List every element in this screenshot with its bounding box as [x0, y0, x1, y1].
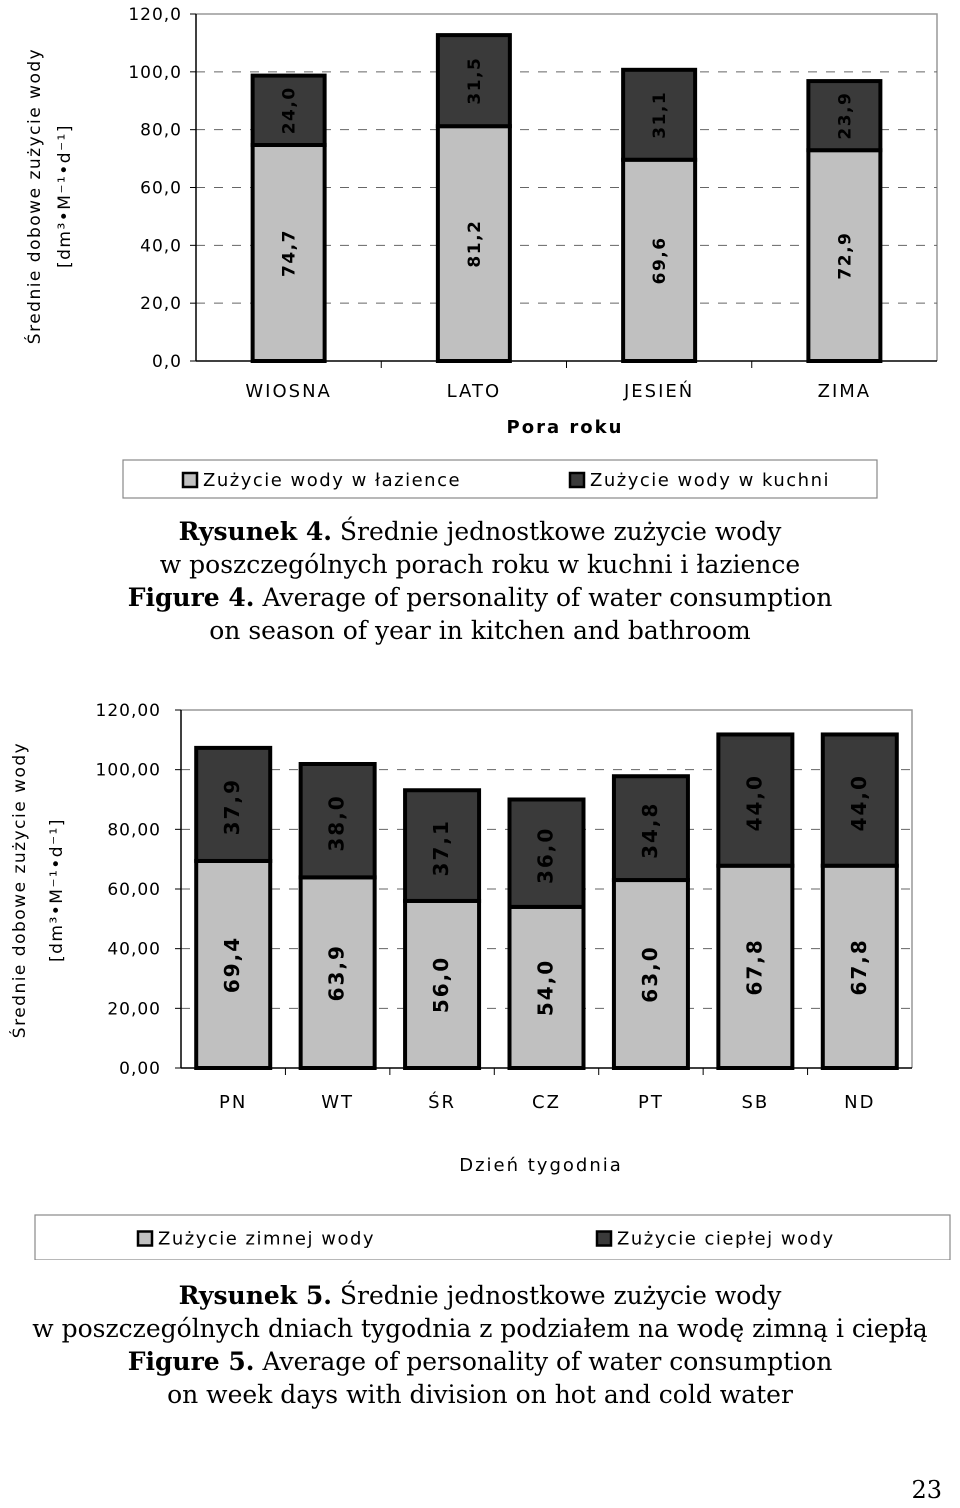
bar-value-label: 31,5 [464, 56, 485, 105]
bar-value-label: 23,9 [835, 91, 856, 140]
y-tick-label: 20,0 [140, 294, 182, 315]
fig4-en-line1: Average of personality of water consumption [262, 583, 833, 612]
legend-swatch [183, 473, 197, 487]
bar-value-label: 38,0 [324, 794, 349, 852]
x-category-label: WIOSNA [245, 381, 332, 402]
legend-label: Zużycie wody w kuchni [590, 470, 831, 491]
bar-value-label: 69,4 [220, 935, 245, 994]
bar-value-label: 34,8 [637, 801, 662, 859]
bar-value-label: 31,1 [650, 90, 671, 139]
fig5-pl-line2: w poszczególnych dniach tygodnia z podziałem na wodę zimną i ciepłą [32, 1314, 928, 1343]
fig5-pl-line1: Średnie jednostkowe zużycie wody [339, 1281, 782, 1310]
bar-value-label: 24,0 [279, 86, 300, 135]
x-category-label: ND [844, 1092, 876, 1113]
x-category-label: JESIEŃ [623, 381, 695, 402]
y-tick-label: 0,00 [119, 1059, 161, 1079]
fig4-en-line2: on season of year in kitchen and bathroom [209, 616, 751, 645]
x-category-label: ZIMA [817, 381, 872, 402]
bar-value-label: 37,9 [220, 778, 245, 836]
legend-label: Zużycie zimnej wody [158, 1228, 376, 1250]
x-category-label: CZ [532, 1092, 561, 1113]
y-tick-label: 40,0 [140, 236, 182, 257]
bar-value-label: 81,2 [464, 219, 485, 268]
legend-label: Zużycie ciepłej wody [617, 1228, 835, 1250]
legend-label: Zużycie wody w łazience [203, 470, 462, 491]
x-axis-title: Pora roku [506, 417, 624, 438]
y-tick-label: 60,0 [140, 178, 182, 199]
figure-4-caption [0, 515, 960, 647]
legend-swatch [597, 1232, 611, 1246]
bar-value-label: 67,8 [742, 938, 767, 996]
bar-value-label: 36,0 [533, 826, 558, 885]
y-axis-unit: [dm³•M⁻¹•d⁻¹] [55, 123, 75, 269]
x-axis-title: Dzień tygodnia [459, 1155, 623, 1176]
x-category-label: LATO [446, 381, 502, 402]
y-tick-label: 100,00 [95, 760, 161, 781]
fig5-en-line1: Average of personality of water consumption [262, 1347, 833, 1376]
fig4-pl-label: Rysunek 4. [178, 517, 332, 546]
y-axis-unit: [dm³•M⁻¹•d⁻¹] [47, 817, 67, 963]
x-category-label: PN [219, 1092, 248, 1113]
y-tick-label: 120,0 [128, 5, 182, 25]
bar-value-label: 54,0 [533, 958, 558, 1017]
chart-weekday-consumption [0, 690, 960, 1260]
bar-value-label: 63,9 [324, 944, 349, 1002]
fig5-pl-label: Rysunek 5. [178, 1281, 332, 1310]
fig5-en-label: Figure 5. [127, 1347, 255, 1376]
y-axis-title: Średnie dobowe zużycie wody [25, 47, 45, 345]
bar-value-label: 67,8 [846, 938, 871, 996]
y-tick-label: 40,00 [107, 939, 161, 960]
y-tick-label: 80,0 [140, 120, 182, 141]
figure-5-caption [0, 1279, 960, 1411]
bar-value-label: 56,0 [429, 955, 454, 1014]
bar-value-label: 44,0 [742, 774, 767, 832]
legend-swatch [138, 1232, 152, 1246]
chart-seasonal-consumption [0, 0, 960, 510]
bar-value-label: 37,1 [429, 819, 454, 877]
y-tick-label: 60,00 [107, 880, 161, 900]
fig4-pl-line1: Średnie jednostkowe zużycie wody [339, 517, 782, 546]
bar-value-label: 63,0 [637, 945, 662, 1003]
fig4-pl-line2: w poszczególnych porach roku w kuchni i łazience [159, 550, 801, 579]
bar-value-label: 44,0 [846, 774, 871, 832]
y-tick-label: 80,00 [107, 820, 161, 841]
y-axis-title: Średnie dobowe zużycie wody [10, 741, 30, 1039]
fig4-en-label: Figure 4. [127, 583, 255, 612]
page-number: 23 [911, 1476, 942, 1504]
x-category-label: ŚR [428, 1092, 457, 1113]
x-category-label: SB [741, 1092, 770, 1113]
y-tick-label: 20,00 [107, 999, 161, 1020]
fig5-en-line2: on week days with division on hot and cold water [167, 1380, 793, 1409]
legend-swatch [570, 473, 584, 487]
y-tick-label: 120,00 [95, 701, 161, 721]
bar-value-label: 72,9 [835, 231, 856, 280]
x-category-label: PT [637, 1092, 664, 1113]
y-tick-label: 0,0 [151, 352, 182, 372]
bar-value-label: 69,6 [650, 236, 671, 285]
x-category-label: WT [321, 1092, 355, 1113]
y-tick-label: 100,0 [128, 62, 182, 83]
bar-value-label: 74,7 [279, 229, 300, 277]
